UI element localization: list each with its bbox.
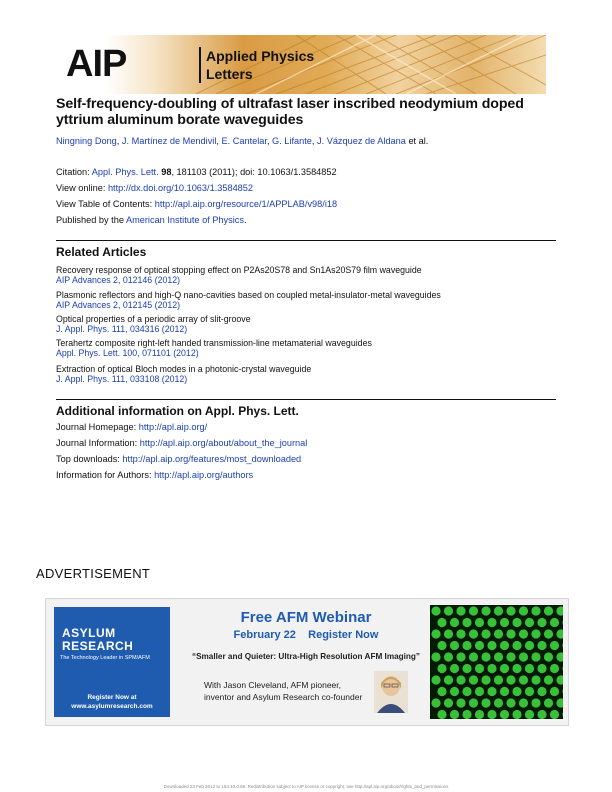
afm-lattice-dot — [519, 606, 528, 615]
afm-lattice-dot — [550, 664, 559, 673]
toc-line — [56, 198, 337, 210]
afm-lattice-dot — [475, 710, 484, 719]
afm-lattice-dot — [456, 698, 465, 707]
afm-lattice-dot — [512, 618, 521, 627]
authors-et-al: et al. — [405, 136, 429, 146]
afm-lattice-dot — [544, 629, 553, 638]
author-link[interactable]: E. Cantelar — [221, 136, 267, 146]
related-article-item[interactable] — [56, 338, 576, 358]
afm-lattice-dot — [437, 664, 446, 673]
afm-lattice-dot — [456, 629, 465, 638]
afm-lattice-dot — [487, 664, 496, 673]
ad-register-text[interactable] — [66, 693, 158, 711]
related-article-item[interactable] — [56, 265, 576, 285]
afm-lattice-dot — [450, 618, 459, 627]
register-url[interactable]: www.asylumresearch.com — [71, 703, 153, 710]
afm-lattice-dot — [487, 710, 496, 719]
afm-lattice-dot — [444, 698, 453, 707]
afm-lattice-dot — [550, 710, 559, 719]
presenter-photo — [374, 671, 408, 713]
afm-lattice-dot — [494, 629, 503, 638]
afm-lattice-dot — [525, 664, 534, 673]
ad-body-line1: With Jason Cleveland, AFM pioneer, — [204, 680, 342, 690]
related-article-title: Extraction of optical Bloch modes in a photonic-crystal waveguide — [56, 364, 312, 374]
related-article-citation[interactable]: AIP Advances 2, 012146 (2012) — [56, 275, 181, 285]
journal-banner — [56, 35, 546, 94]
published-label: Published by the — [56, 215, 126, 225]
afm-lattice-dot — [481, 606, 490, 615]
citation-line — [56, 166, 337, 178]
view-online-link[interactable]: http://dx.doi.org/10.1063/1.3584852 — [107, 183, 254, 193]
related-article-item[interactable] — [56, 314, 576, 334]
afm-lattice-dot — [537, 710, 546, 719]
afm-lattice-dot — [487, 618, 496, 627]
info-label: Journal Information: — [56, 438, 140, 448]
related-article-citation[interactable]: J. Appl. Phys. 111, 034316 (2012) — [56, 324, 188, 334]
ad-body — [204, 679, 364, 703]
ad-date: February 22 — [233, 629, 296, 641]
afm-lattice-dot — [462, 641, 471, 650]
download-footer: Downloaded 23 Feb 2012 to 153.10.0.88. Redistribution subject to AIP license or copyright; see http://apl.aip.org/about/rights_and_permissions — [163, 784, 449, 789]
ad-tagline: The Technology Leader in SPM/AFM — [60, 655, 150, 661]
section-divider — [56, 240, 556, 241]
afm-lattice-dot — [500, 710, 509, 719]
afm-lattice-dot — [506, 606, 515, 615]
section-divider — [56, 399, 556, 400]
info-label: Top downloads: — [56, 454, 123, 464]
afm-lattice-dot — [469, 652, 478, 661]
afm-lattice-dot — [437, 687, 446, 696]
journal-name — [206, 47, 314, 83]
article-title-line1: Self-frequency-doubling of ultrafast laser inscribed neodymium doped — [56, 96, 524, 112]
afm-lattice-dot — [544, 606, 553, 615]
authors-info-link[interactable]: http://apl.aip.org/authors — [154, 470, 254, 480]
afm-lattice-dot — [494, 675, 503, 684]
afm-lattice-dot — [431, 606, 440, 615]
journal-homepage-link[interactable]: http://apl.aip.org/ — [138, 422, 208, 432]
afm-lattice-dot — [469, 629, 478, 638]
afm-lattice-dot — [531, 698, 540, 707]
afm-lattice-dot — [512, 641, 521, 650]
authors-info-line — [56, 469, 253, 481]
afm-lattice-dot — [562, 641, 563, 650]
afm-lattice-dot — [512, 664, 521, 673]
ad-date-line — [176, 629, 436, 641]
afm-lattice-dot — [450, 687, 459, 696]
afm-lattice-dot — [531, 652, 540, 661]
afm-lattice-dot — [562, 710, 563, 719]
ad-register-cta[interactable]: Register Now — [308, 629, 379, 641]
journal-information-line — [56, 437, 307, 449]
afm-lattice-dot — [481, 698, 490, 707]
logo-line2: RESEARCH — [62, 639, 134, 653]
afm-lattice-dot — [531, 629, 540, 638]
afm-lattice-dot — [437, 641, 446, 650]
afm-lattice-dot — [556, 675, 563, 684]
afm-lattice-dot — [456, 652, 465, 661]
afm-lattice-dot — [431, 675, 440, 684]
afm-lattice-dot — [550, 618, 559, 627]
afm-lattice-dot — [475, 664, 484, 673]
asylum-research-panel — [54, 607, 170, 717]
toc-label: View Table of Contents: — [56, 199, 155, 209]
register-line1: Register Now at — [87, 694, 137, 701]
asylum-research-logo — [62, 627, 133, 653]
afm-lattice-dot — [519, 629, 528, 638]
ad-quote: “Smaller and Quieter: Ultra-High Resolution AFM Imaging” — [191, 652, 421, 661]
afm-lattice-dot — [506, 652, 515, 661]
afm-lattice-dot — [450, 641, 459, 650]
afm-lattice-dot — [537, 664, 546, 673]
afm-lattice-dot — [469, 698, 478, 707]
afm-image — [430, 605, 563, 719]
afm-lattice-dot — [537, 687, 546, 696]
author-link[interactable]: G. Lifante — [272, 136, 312, 146]
info-label: Information for Authors: — [56, 470, 155, 480]
related-article-citation[interactable]: Appl. Phys. Lett. 100, 071101 (2012) — [56, 348, 199, 358]
info-label: Journal Homepage: — [56, 422, 139, 432]
afm-lattice-dot — [512, 710, 521, 719]
related-article-title: Optical properties of a periodic array of slit-groove — [56, 314, 251, 324]
afm-lattice-dot — [562, 687, 563, 696]
afm-lattice-dot — [481, 652, 490, 661]
article-title — [56, 97, 556, 128]
afm-lattice-dot — [469, 606, 478, 615]
afm-lattice-graphic — [430, 605, 563, 719]
afm-lattice-dot — [556, 606, 563, 615]
afm-lattice-dot — [431, 698, 440, 707]
journal-name-line2: Letters — [206, 66, 253, 82]
view-online-line — [56, 182, 253, 194]
afm-lattice-dot — [487, 687, 496, 696]
top-downloads-line — [56, 453, 301, 465]
afm-lattice-dot — [437, 618, 446, 627]
citation-details: , 181103 (2011); doi: 10.1063/1.3584852 — [171, 167, 337, 177]
afm-lattice-dot — [537, 618, 546, 627]
journal-name-line1: Applied Physics — [206, 48, 315, 64]
related-article-item[interactable] — [56, 364, 576, 384]
afm-lattice-dot — [556, 629, 563, 638]
afm-lattice-dot — [506, 629, 515, 638]
afm-lattice-dot — [550, 687, 559, 696]
related-article-citation[interactable]: J. Appl. Phys. 111, 033108 (2012) — [56, 374, 188, 384]
afm-lattice-dot — [544, 698, 553, 707]
afm-lattice-dot — [500, 664, 509, 673]
afm-lattice-dot — [500, 641, 509, 650]
afm-lattice-dot — [556, 652, 563, 661]
afm-lattice-dot — [556, 698, 563, 707]
published-line — [56, 214, 247, 226]
afm-lattice-dot — [456, 675, 465, 684]
afm-lattice-dot — [537, 641, 546, 650]
afm-lattice-dot — [494, 606, 503, 615]
afm-lattice-dot — [431, 652, 440, 661]
author-link[interactable]: J. Vázquez de Aldana — [317, 136, 406, 146]
afm-lattice-dot — [500, 687, 509, 696]
journal-information-link[interactable]: http://apl.aip.org/about/about_the_journal — [139, 438, 308, 448]
afm-lattice-dot — [544, 652, 553, 661]
afm-lattice-dot — [519, 652, 528, 661]
aip-logo: AIP — [66, 43, 127, 85]
afm-lattice-dot — [506, 675, 515, 684]
view-online-label: View online: — [56, 183, 108, 193]
afm-lattice-dot — [456, 606, 465, 615]
afm-lattice-dot — [525, 687, 534, 696]
article-title-line2: yttrium aluminum borate waveguides — [56, 111, 304, 128]
additional-info-heading: Additional information on Appl. Phys. Lett. — [56, 404, 299, 418]
related-article-title: Recovery response of optical stopping effect on P2As20S78 and Sn1As20S79 film waveguide — [56, 265, 422, 275]
citation-label: Citation: — [56, 167, 92, 177]
afm-lattice-dot — [475, 641, 484, 650]
journal-homepage-line — [56, 421, 207, 433]
afm-lattice-dot — [550, 641, 559, 650]
logo-line1: ASYLUM — [62, 626, 116, 640]
afm-lattice-dot — [494, 652, 503, 661]
afm-lattice-dot — [469, 675, 478, 684]
ad-headline: Free AFM Webinar — [240, 609, 372, 626]
afm-lattice-dot — [444, 606, 453, 615]
afm-lattice-dot — [481, 675, 490, 684]
advertisement-label: ADVERTISEMENT — [36, 566, 151, 581]
afm-lattice-dot — [462, 664, 471, 673]
afm-lattice-dot — [475, 687, 484, 696]
presenter-portrait-graphic — [374, 671, 408, 713]
related-article-title: Plasmonic reflectors and high-Q nano-cavities based on coupled metal-insulator-metal waveguides — [56, 290, 441, 300]
published-end: . — [243, 215, 247, 225]
related-article-citation[interactable]: AIP Advances 2, 012145 (2012) — [56, 300, 181, 310]
afm-lattice-dot — [525, 618, 534, 627]
afm-lattice-dot — [525, 641, 534, 650]
toc-link[interactable]: http://apl.aip.org/resource/1/APPLAB/v98/i18 — [154, 199, 338, 209]
afm-lattice-dot — [519, 675, 528, 684]
citation-journal-link[interactable]: Appl. Phys. Lett. — [91, 167, 159, 177]
afm-lattice-dot — [519, 698, 528, 707]
citation-volume: 98 — [161, 167, 172, 177]
related-article-title: Terahertz composite right-left handed transmission-line metamaterial waveguides — [56, 338, 372, 348]
afm-lattice-dot — [544, 675, 553, 684]
afm-lattice-dot — [562, 618, 563, 627]
related-articles-heading: Related Articles — [56, 245, 147, 259]
author-link[interactable]: J. Martínez de Mendivil — [121, 136, 217, 146]
afm-lattice-dot — [444, 675, 453, 684]
afm-lattice-dot — [431, 629, 440, 638]
afm-lattice-dot — [450, 664, 459, 673]
afm-lattice-dot — [444, 629, 453, 638]
afm-lattice-dot — [531, 675, 540, 684]
afm-lattice-dot — [462, 710, 471, 719]
author-link[interactable]: Ningning Dong — [56, 136, 117, 146]
afm-lattice-dot — [481, 629, 490, 638]
afm-lattice-dot — [500, 618, 509, 627]
afm-lattice-dot — [450, 710, 459, 719]
afm-lattice-dot — [462, 618, 471, 627]
afm-lattice-dot — [562, 664, 563, 673]
afm-lattice-dot — [494, 698, 503, 707]
afm-lattice-dot — [512, 687, 521, 696]
afm-lattice-dot — [462, 687, 471, 696]
afm-lattice-dot — [487, 641, 496, 650]
banner-divider — [199, 47, 201, 83]
top-downloads-link[interactable]: http://apl.aip.org/features/most_downloaded — [122, 454, 302, 464]
afm-lattice-dot — [437, 710, 446, 719]
publisher-link[interactable]: American Institute of Physics — [125, 215, 244, 225]
advertisement-banner[interactable] — [45, 598, 569, 726]
afm-lattice-dot — [531, 606, 540, 615]
afm-lattice-dot — [475, 618, 484, 627]
ad-body-line2: inventor and Asylum Research co-founder — [204, 692, 363, 702]
afm-lattice-dot — [506, 698, 515, 707]
afm-lattice-dot — [444, 652, 453, 661]
related-article-item[interactable] — [56, 290, 576, 310]
afm-lattice-dot — [525, 710, 534, 719]
author-list: Ningning Dong, J. Martínez de Mendivil, E. Cantelar, G. Lifante, J. Vázquez de Aldana et al. — [56, 136, 429, 146]
